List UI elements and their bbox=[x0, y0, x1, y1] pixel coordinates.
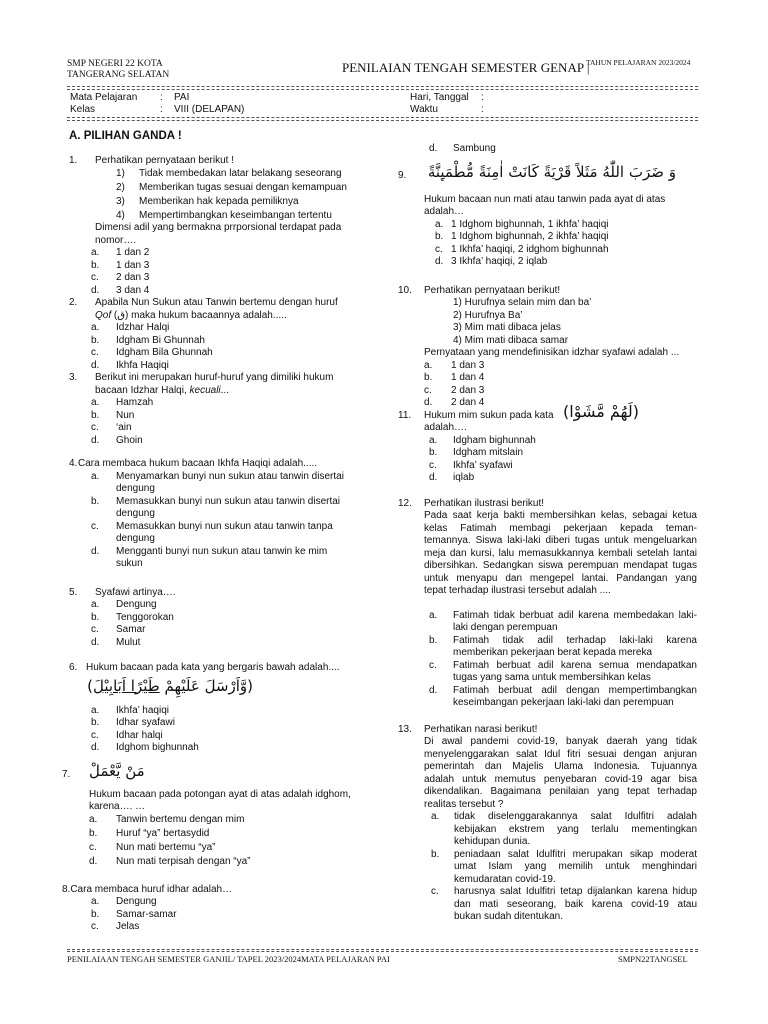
question-number: 12. bbox=[398, 497, 412, 509]
question-7 bbox=[62, 755, 365, 870]
option-label: a. bbox=[91, 704, 100, 716]
arabic-verse bbox=[69, 675, 365, 705]
option-label: a. bbox=[91, 322, 100, 333]
option-text[interactable]: 1 Idghom bighunnah, 2 ikhfa’ haqiqi bbox=[451, 231, 609, 242]
arabic-text: ) bbox=[87, 676, 94, 695]
left-column bbox=[62, 155, 365, 934]
option-label: d. bbox=[91, 636, 100, 648]
footer-text: PENILAIAAN TENGAH SEMESTER GANJIL/ TAPEL 2023/2024MATA PELAJARAN PAI bbox=[67, 954, 390, 964]
option-text[interactable]: Ikhfa’ syafawi bbox=[453, 459, 513, 471]
question-stem: Apabila Nun Sukun atau Tanwin bertemu dengan huruf bbox=[95, 297, 338, 308]
question-number: 3. bbox=[69, 372, 78, 383]
option-text[interactable]: kemudaratan covid-19. bbox=[454, 873, 556, 885]
option-text[interactable]: Sambung bbox=[453, 143, 496, 154]
exam-title-text: PENILAIAN TENGAH SEMESTER GENAP bbox=[342, 60, 584, 75]
option-label: d. bbox=[429, 684, 438, 696]
option-text[interactable]: Fatimah tidak adil terhadap laki-laki karena bbox=[453, 634, 697, 646]
paragraph-line: meja dan kursi, lalu memasukkannya kembali setelah lantai bbox=[424, 547, 697, 559]
question-number: 6. bbox=[69, 662, 78, 673]
option-label: c. bbox=[91, 347, 99, 358]
option-text[interactable]: Mulut bbox=[116, 636, 141, 648]
option-label: d. bbox=[424, 397, 433, 408]
question-number: 13. bbox=[398, 723, 412, 735]
question-text: Pernyataan yang mendefinisikan idzhar syafawi adalah ... bbox=[424, 347, 680, 358]
question-stem: adalah… bbox=[424, 206, 465, 217]
option-text[interactable]: Huruf “ya” bertasydid bbox=[116, 827, 210, 839]
class-colon: : bbox=[160, 104, 163, 115]
option-text[interactable]: 2 dan 4 bbox=[451, 397, 485, 408]
arabic-text: (لَهُمْ مَّشَوْا) bbox=[563, 401, 640, 421]
option-text[interactable]: umat Islam yang memilih untuk menghindari bbox=[454, 861, 697, 872]
subject-value: PAI bbox=[174, 92, 190, 103]
question-number: 4. bbox=[69, 458, 78, 469]
option-text[interactable]: 1 dan 3 bbox=[451, 359, 485, 371]
item-number: 4) bbox=[116, 209, 125, 221]
paragraph-line: Pada saat kerja bakti membersihkan kelas, sebagai ketua bbox=[424, 510, 697, 521]
option-text[interactable]: Dengung bbox=[116, 599, 157, 610]
option-text[interactable]: peniadaan salat Idulfitri merupakan sikap moderat bbox=[454, 848, 697, 860]
option-text[interactable]: Ikhfa’ haqiqi bbox=[116, 704, 169, 716]
option-text[interactable]: 2 dan 3 bbox=[451, 384, 485, 396]
question-1 bbox=[69, 155, 365, 297]
question-stem: Hukum mim sukun pada kata bbox=[424, 409, 554, 421]
question-8 bbox=[62, 883, 365, 934]
option-label: a. bbox=[89, 813, 98, 825]
question-stem: (ق) maka hukum bacaannya adalah..... bbox=[111, 309, 287, 321]
option-text[interactable]: dengung bbox=[116, 508, 155, 519]
item-text: 2) Hurufnya Ba’ bbox=[453, 309, 523, 321]
arabic-verse: وَ ضَرَبَ اللّٰهُ مَثَلاً قَرْيَةً كَانَتْ اٰمِنَةً مُّطْمَىِٕنَّةً bbox=[427, 162, 676, 181]
option-label: c. bbox=[91, 624, 99, 635]
question-6 bbox=[69, 662, 365, 755]
option-label: a. bbox=[91, 896, 100, 907]
question-5 bbox=[69, 587, 365, 650]
option-label: d. bbox=[91, 434, 100, 446]
question-number: 5. bbox=[69, 586, 78, 598]
question-stem: Hukum bacaan nun mati atau tanwin pada ayat di atas bbox=[424, 193, 666, 205]
option-text[interactable]: Idzhar Halqi bbox=[116, 322, 170, 333]
divider bbox=[67, 120, 698, 121]
question-2 bbox=[69, 297, 365, 372]
option-text[interactable]: Idgham Bila Ghunnah bbox=[116, 347, 213, 358]
option-text[interactable]: Tenggorokan bbox=[116, 611, 174, 623]
option-text[interactable]: Idghom bighunnah bbox=[116, 742, 199, 753]
question-text: Dimensi adil yang bermakna prrporsional terdapat pada bbox=[95, 222, 342, 233]
option-label: b. bbox=[91, 334, 100, 346]
question-stem: bacaan Idzhar Halqi, bbox=[95, 384, 190, 396]
item-text: Memberikan hak kepada pemiliknya bbox=[139, 195, 299, 207]
option-text[interactable]: harusnya salat Idulfitri tetap dijalankan karena hidup bbox=[454, 886, 697, 897]
question-3 bbox=[69, 372, 365, 447]
divider bbox=[67, 117, 698, 118]
option-text[interactable]: tugas yang sama untuk membersihkan kelas bbox=[453, 672, 651, 683]
option-text[interactable]: dan mati seseorang, baik karena covid-19 atau bbox=[454, 898, 697, 910]
option-label: c. bbox=[435, 243, 443, 255]
question-stem: 8.Cara membaca huruf idhar adalah… bbox=[62, 883, 233, 895]
option-label: b. bbox=[91, 409, 100, 421]
exam-title: PENILAIAN TENGAH SEMESTER GENAP | bbox=[342, 60, 590, 75]
option-text[interactable]: kehidupan dunia. bbox=[454, 836, 531, 847]
school-name bbox=[67, 59, 169, 81]
question-number: 7. bbox=[62, 768, 71, 780]
option-label: a. bbox=[424, 359, 433, 371]
item-text: 1) Hurufnya selain mim dan ba’ bbox=[453, 297, 592, 308]
question-number: 10. bbox=[398, 284, 412, 296]
subject-label: Mata Pelajaran bbox=[70, 92, 138, 103]
class-value: VIII (DELAPAN) bbox=[174, 104, 245, 115]
question-10 bbox=[398, 285, 698, 410]
footer-school-code: SMPN22TANGSEL bbox=[618, 954, 688, 964]
option-text[interactable]: 1 dan 4 bbox=[451, 372, 485, 383]
option-label: a. bbox=[429, 609, 438, 621]
option-text[interactable]: Idgham mitslain bbox=[453, 447, 524, 458]
option-text[interactable]: 3 dan 4 bbox=[116, 284, 150, 296]
school-line-2: TANGERANG SELATAN bbox=[67, 70, 170, 80]
question-stem: Hukum bacaan pada potongan ayat di atas adalah idghom, bbox=[89, 788, 351, 800]
divider bbox=[67, 86, 698, 87]
option-label: d. bbox=[89, 855, 98, 867]
option-text[interactable]: laki dengan perempuan bbox=[453, 622, 558, 633]
option-label: b. bbox=[429, 447, 438, 458]
item-number: 2) bbox=[116, 181, 125, 193]
question-stem: ... bbox=[220, 384, 229, 396]
paragraph-line: adalah untuk memutus penyebaran covid-19 agar bisa bbox=[424, 773, 697, 785]
paragraph-line: realitas tersebut ? bbox=[424, 798, 504, 810]
question-stem: Perhatikan pernyataan berikut ! bbox=[95, 155, 234, 166]
option-label: c. bbox=[91, 520, 99, 532]
question-13 bbox=[398, 724, 698, 924]
option-text[interactable]: 1 Idghom bighunnah, 1 ikhfa’ haqiqi bbox=[451, 218, 609, 230]
option-text[interactable]: Hamzah bbox=[116, 397, 154, 408]
paragraph-line: untuk menyapu dan mengepel lantai. Pandangan yang bbox=[424, 572, 697, 584]
question-stem: Perhatikan pernyataan berikut! bbox=[424, 284, 561, 296]
option-text[interactable]: Ghoin bbox=[116, 434, 143, 446]
option-text[interactable]: Jelas bbox=[116, 921, 140, 932]
item-text: Mempertimbangkan keseimbangan tertentu bbox=[139, 209, 332, 221]
arabic-text: (وَّاَرْسَلَ عَلَيْهِمْ bbox=[159, 676, 253, 695]
time-colon: : bbox=[481, 104, 484, 115]
paragraph-line: dikendalikan. Bagaimana penilaian yang tepat terhadap bbox=[424, 786, 697, 797]
option-text[interactable]: Samar bbox=[116, 624, 146, 635]
paragraph-line: tepat terhadap ilustrasi tersebut adalah .... bbox=[424, 585, 611, 596]
option-text[interactable]: Memasukkan bunyi nun sukun atau tanwin disertai bbox=[116, 495, 341, 507]
subject-colon: : bbox=[160, 92, 163, 103]
option-label: d. bbox=[91, 284, 100, 296]
item-text: Memberikan tugas sesuai dengan kemampuan bbox=[139, 181, 347, 193]
school-year: TAHUN PELAJARAN 2023/2024 bbox=[586, 58, 691, 67]
option-text[interactable]: ‘ain bbox=[116, 422, 132, 433]
narrative-text bbox=[424, 736, 697, 811]
question-stem: karena…. … bbox=[89, 801, 146, 812]
option-text[interactable]: 1 dan 2 bbox=[116, 247, 150, 258]
option-text[interactable]: Idhar syafawi bbox=[116, 717, 175, 728]
option-label: c. bbox=[91, 729, 99, 741]
option-label: d. bbox=[91, 545, 100, 557]
item-text: Tidak membedakan latar belakang seseorang bbox=[139, 167, 342, 179]
question-stem-italic: kecuali bbox=[189, 384, 221, 396]
option-label: a. bbox=[91, 397, 100, 408]
option-text[interactable]: iqlab bbox=[453, 472, 475, 483]
option-text[interactable]: Tanwin bertemu dengan mim bbox=[116, 813, 245, 825]
option-text[interactable]: dengung bbox=[116, 533, 155, 544]
option-text[interactable]: Samar-samar bbox=[116, 908, 177, 920]
option-label: a. bbox=[91, 247, 100, 258]
footer-divider bbox=[67, 949, 698, 950]
option-text[interactable]: Dengung bbox=[116, 896, 157, 907]
option-label: b. bbox=[91, 717, 100, 728]
option-text[interactable]: Idgham Bi Ghunnah bbox=[116, 334, 205, 346]
question-text: nomor…. bbox=[95, 234, 137, 246]
illustration-text bbox=[424, 510, 697, 598]
option-label: c. bbox=[429, 659, 437, 671]
option-label: b. bbox=[431, 848, 440, 860]
item-number: 3) bbox=[116, 195, 125, 207]
paragraph-line: menyelenggarakan salat Idul fitri sesuai dengan anjuran bbox=[424, 748, 697, 760]
footer-divider bbox=[67, 951, 698, 952]
option-label: b. bbox=[435, 231, 444, 242]
option-text[interactable]: Fatimah berbuat adil karena semua mendapatkan bbox=[453, 659, 697, 671]
option-label: c. bbox=[424, 384, 432, 396]
question-stem: Berikut ini merupakan huruf-huruf yang dimiliki hukum bbox=[95, 372, 334, 383]
arabic-underlined-text: طَيْرًا اَبَابِيْلَ bbox=[93, 676, 160, 695]
question-number: 1. bbox=[69, 155, 78, 166]
option-text[interactable]: dengung bbox=[116, 483, 155, 494]
option-text[interactable]: 3 Ikhfa’ haqiqi, 2 iqlab bbox=[451, 256, 548, 267]
option-label: a. bbox=[435, 218, 444, 230]
option-text[interactable]: Fatimah tidak berbuat adil karena membedakan laki- bbox=[453, 609, 697, 621]
option-text[interactable]: keseimbangan pekerjaan laki-laki dan perempuan bbox=[453, 697, 674, 708]
option-label: c. bbox=[91, 272, 99, 283]
question-number: 2. bbox=[69, 297, 78, 308]
option-text[interactable]: Idhar halqi bbox=[116, 729, 163, 741]
question-number: 11. bbox=[398, 409, 412, 421]
option-text[interactable]: 1 dan 3 bbox=[116, 259, 150, 271]
paragraph-line: pemerintah dan Majelis Ulama Indonesia. Tujuannya bbox=[424, 761, 697, 772]
question-stem: Perhatikan ilustrasi berikut! bbox=[424, 497, 545, 509]
paragraph-line: temannya. Siswa laki-laki diberi tugas untuk mengeluarkan bbox=[424, 535, 697, 546]
arabic-text: مَنْ يَّعْمَلْ bbox=[89, 761, 145, 780]
option-label: c. bbox=[431, 886, 439, 897]
option-label: c. bbox=[91, 422, 99, 433]
option-label: b. bbox=[91, 495, 100, 507]
question-12 bbox=[398, 498, 698, 710]
question-stem: adalah…. bbox=[424, 422, 467, 433]
option-text[interactable]: sukun bbox=[116, 558, 143, 569]
school-line-1: SMP NEGERI 22 KOTA bbox=[67, 59, 163, 69]
option-text[interactable]: memberikan pekerjaan berat kepada mereka bbox=[453, 647, 652, 658]
right-column bbox=[398, 143, 698, 924]
option-text[interactable]: 2 dan 3 bbox=[116, 272, 150, 283]
option-text[interactable]: Nun mati terpisah dengan “ya” bbox=[116, 855, 251, 867]
option-label: c. bbox=[89, 841, 97, 853]
option-label: b. bbox=[429, 634, 438, 646]
option-label: d. bbox=[429, 472, 438, 483]
option-text[interactable]: Fatimah berbuat adil dengan mempertimbangkan bbox=[453, 684, 697, 696]
option-label: d. bbox=[91, 742, 100, 753]
option-label: a. bbox=[431, 811, 440, 822]
question-stem-italic: Qof bbox=[95, 309, 112, 321]
option-text[interactable]: Nun bbox=[116, 409, 135, 421]
option-text[interactable]: Mengganti bunyi nun sukun atau tanwin ke mim bbox=[116, 545, 328, 557]
question-9 bbox=[398, 156, 698, 269]
option-text[interactable]: Menyamarkan bunyi nun sukun atau tanwin disertai bbox=[116, 470, 344, 482]
option-label: d. bbox=[429, 143, 438, 154]
option-label: c. bbox=[91, 921, 99, 932]
option-text[interactable]: 1 Ikhfa’ haqiqi, 2 idghom bighunnah bbox=[451, 243, 609, 255]
question-stem: Perhatikan narasi berikut! bbox=[424, 723, 538, 735]
option-label: b. bbox=[91, 908, 100, 920]
question-stem: Syafawi artinya…. bbox=[95, 586, 176, 598]
option-text[interactable]: Memasukkan bunyi nun sukun atau tanwin tanpa bbox=[116, 520, 333, 532]
divider bbox=[67, 89, 698, 90]
item-text: 3) Mim mati dibaca jelas bbox=[453, 322, 561, 333]
option-text[interactable]: tidak diselenggarakannya salat Idulfitri adalah bbox=[454, 811, 697, 822]
option-label: c. bbox=[429, 459, 437, 471]
option-text[interactable]: Ikhfa Haqiqi bbox=[116, 359, 169, 371]
section-title: A. PILIHAN GANDA ! bbox=[69, 130, 182, 142]
option-text[interactable]: Idgham bighunnah bbox=[453, 434, 536, 446]
option-label: b. bbox=[91, 611, 100, 623]
question-4 bbox=[69, 458, 365, 571]
question-number: 9. bbox=[398, 169, 407, 181]
option-label: b. bbox=[424, 372, 433, 383]
option-label: a. bbox=[91, 599, 100, 610]
question-stem: Cara membaca hukum bacaan Ikhfa Haqiqi adalah..... bbox=[78, 458, 318, 469]
paragraph-line: dibersihkan. Sedangkan siswa perempuan mendapat tugas bbox=[424, 560, 697, 571]
paragraph-line: kelas Fatimah membagi pekerjaan kepada teman- bbox=[424, 522, 697, 534]
option-label: d. bbox=[435, 256, 444, 267]
option-text[interactable]: Nun mati bertemu “ya” bbox=[116, 841, 216, 853]
date-label: Hari, Tanggal bbox=[410, 92, 469, 103]
option-label: b. bbox=[89, 827, 98, 839]
class-label: Kelas bbox=[70, 104, 96, 115]
option-label: a. bbox=[91, 470, 100, 482]
item-text: 4) Mim mati dibaca samar bbox=[453, 334, 569, 346]
time-label: Waktu bbox=[410, 104, 438, 115]
paragraph-line: Di awal pandemi covid-19, banyak daerah yang tidak bbox=[424, 736, 697, 747]
item-number: 1) bbox=[116, 167, 125, 179]
option-text[interactable]: kebijakan ekstrem yang terlalu mementingkan bbox=[454, 823, 697, 835]
option-label: b. bbox=[91, 259, 100, 271]
option-label: d. bbox=[91, 359, 100, 371]
question-stem: Hukum bacaan pada kata yang bergaris bawah adalah.... bbox=[86, 662, 340, 673]
option-label: a. bbox=[429, 434, 438, 446]
option-text[interactable]: bukan sudah ditentukan. bbox=[454, 911, 563, 922]
date-colon: : bbox=[481, 92, 484, 103]
